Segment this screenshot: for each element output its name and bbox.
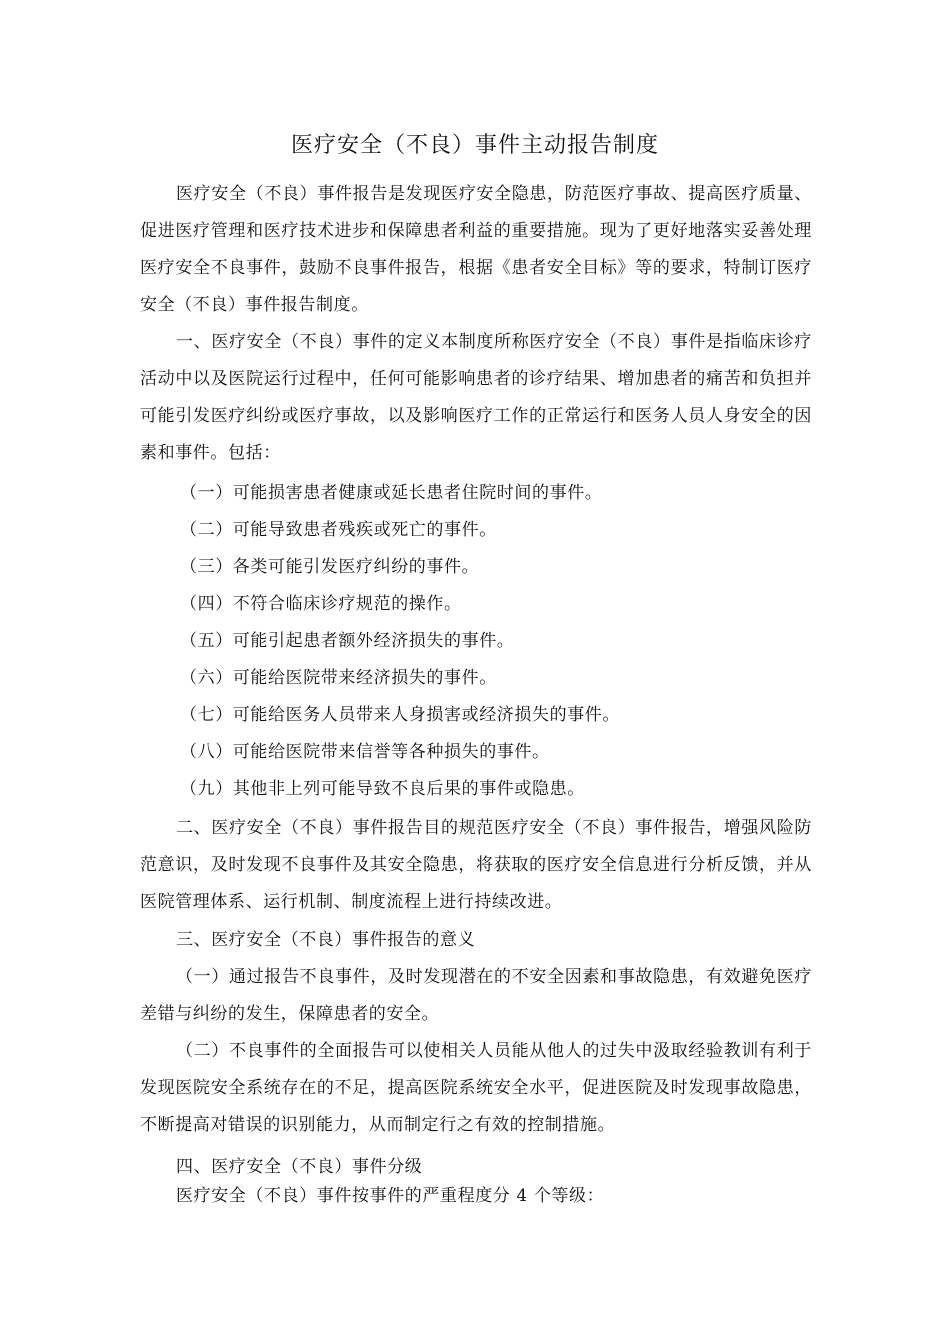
section-3-paragraph-1: （一）通过报告不良事件，及时发现潜在的不安全因素和事故隐患，有效避免医疗差错与纠纷的发生，保障患者的安全。 [140, 967, 812, 1024]
list-item: （六）可能给医院带来经济损失的事件。 [180, 668, 497, 688]
section-2-paragraph: 二、医疗安全（不良）事件报告目的规范医疗安全（不良）事件报告，增强风险防范意识，及时发现不良事件及其安全隐患，将获取的医疗安全信息进行分析反馈，并从医院管理体系、运行机制、制度流程上进行持续改进。 [140, 818, 812, 912]
list-item: （九）其他非上列可能导致不良后果的事件或隐患。 [180, 779, 585, 799]
document-title: 医疗安全（不良）事件主动报告制度 [290, 133, 659, 158]
list-item: （八）可能给医院带来信誉等各种损失的事件。 [180, 742, 550, 762]
section-4-heading: 四、医疗安全（不良）事件分级 [176, 1157, 423, 1177]
section-1-paragraph: 一、医疗安全（不良）事件的定义本制度所称医疗安全（不良）事件是指临床诊疗活动中以及医院运行过程中，任何可能影响患者的诊疗结果、增加患者的痛苦和负担并可能引发医疗纠纷或医疗事故，以及影响医疗工作的正常运行和医务人员人身安全的因素和事件。包括： [140, 332, 812, 463]
list-item: （三）各类可能引发医疗纠纷的事件。 [180, 557, 480, 577]
section-3-paragraph-2: （二）不良事件的全面报告可以使相关人员能从他人的过失中汲取经验教训有利于发现医院安全系统存在的不足，提高医院系统安全水平，促进医院及时发现事故隐患，不断提高对错误的识别能力，从而制定行之有效的控制措施。 [140, 1041, 812, 1135]
list-item: （二）可能导致患者残疾或死亡的事件。 [180, 520, 497, 540]
section-4-text: 医疗安全（不良）事件按事件的严重程度分 4 个等级： [176, 1186, 605, 1206]
list-item: （五）可能引起患者额外经济损失的事件。 [180, 631, 515, 651]
section-3-heading: 三、医疗安全（不良）事件报告的意义 [176, 930, 476, 950]
list-item: （一）可能损害患者健康或延长患者住院时间的事件。 [180, 483, 603, 503]
list-item: （四）不符合临床诊疗规范的操作。 [180, 594, 462, 614]
intro-paragraph: 医疗安全（不良）事件报告是发现医疗安全隐患，防范医疗事故、提高医疗质量、促进医疗管理和医疗技术进步和保障患者利益的重要措施。现为了更好地落实妥善处理医疗安全不良事件，鼓励不良事件报告，根据《患者安全目标》等的要求，特制订医疗安全（不良）事件报告制度。 [140, 184, 812, 315]
list-item: （七）可能给医务人员带来人身损害或经济损失的事件。 [180, 705, 620, 725]
